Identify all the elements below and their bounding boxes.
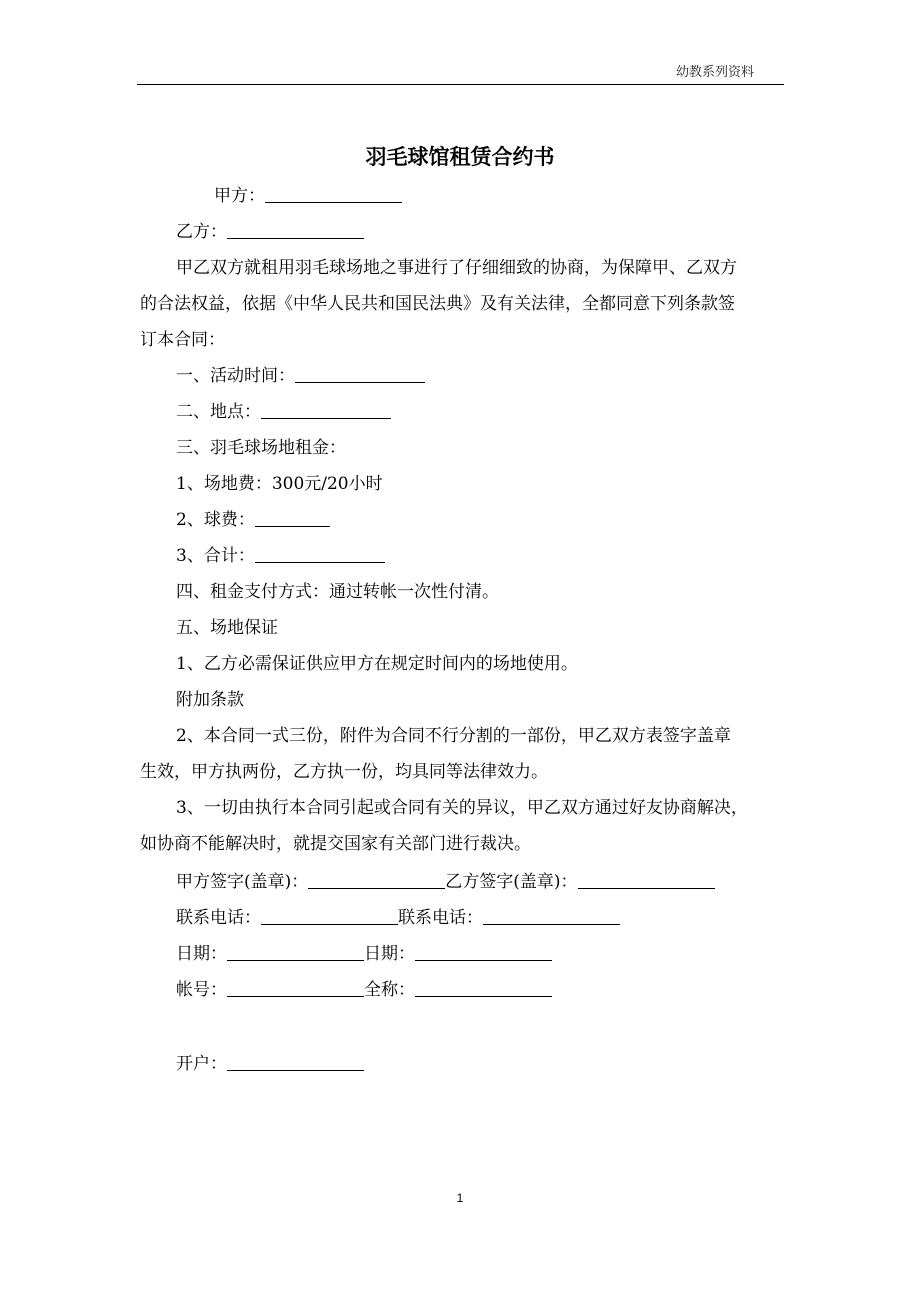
intro-line-2: 的合法权益，依据《中华人民共和国民法典》及有关法律，全都同意下列条款签 bbox=[140, 294, 735, 314]
header-series-label: 幼教系列资料 bbox=[675, 65, 754, 80]
bank-label: 开户： bbox=[176, 1054, 227, 1074]
clause-1-line bbox=[176, 364, 425, 388]
party-b-blank bbox=[227, 222, 364, 239]
date-a-label: 日期： bbox=[176, 944, 227, 964]
phone-b-blank bbox=[483, 908, 620, 925]
party-b-sign-blank bbox=[578, 872, 715, 889]
clause-2-line bbox=[176, 400, 391, 424]
header-divider bbox=[137, 84, 784, 85]
party-a-blank bbox=[265, 186, 402, 203]
account-label: 帐号： bbox=[176, 980, 227, 1000]
appendix-3-line-1: 3、一切由执行本合同引起或合同有关的异议，甲乙双方通过好友协商解决， bbox=[176, 798, 748, 818]
phone-a-blank bbox=[261, 908, 398, 925]
page-number: 1 bbox=[456, 1191, 464, 1205]
account-blank bbox=[227, 980, 364, 997]
fee-3-blank bbox=[255, 546, 385, 563]
phone-b-label: 联系电话： bbox=[398, 908, 483, 928]
clause-1-blank bbox=[295, 366, 425, 383]
fee-3-label: 3、合计： bbox=[176, 546, 255, 566]
date-b-blank bbox=[415, 944, 552, 961]
bank-line bbox=[176, 1052, 364, 1076]
fee-2-line bbox=[176, 508, 330, 532]
guarantee-1-line: 1、乙方必需保证供应甲方在规定时间内的场地使用。 bbox=[176, 654, 578, 674]
full-name-label: 全称： bbox=[364, 980, 415, 1000]
party-a-label: 甲方： bbox=[214, 186, 265, 206]
date-line bbox=[176, 942, 552, 966]
party-a-sign-blank bbox=[308, 872, 445, 889]
date-b-label: 日期： bbox=[364, 944, 415, 964]
intro-line-3: 订本合同： bbox=[140, 330, 225, 350]
clause-2-label: 二、地点： bbox=[176, 402, 261, 422]
account-line bbox=[176, 978, 552, 1002]
phone-a-label: 联系电话： bbox=[176, 908, 261, 928]
clause-5-heading: 五、场地保证 bbox=[176, 618, 278, 638]
full-name-blank bbox=[415, 980, 552, 997]
party-b-sign-label: 乙方签字(盖章)： bbox=[445, 872, 578, 892]
appendix-heading: 附加条款 bbox=[176, 690, 244, 710]
fee-1-line: 1、场地费：300元/20小时 bbox=[176, 474, 383, 494]
fee-3-line bbox=[176, 544, 385, 568]
clause-1-label: 一、活动时间： bbox=[176, 366, 295, 386]
signature-line bbox=[176, 870, 715, 894]
clause-4-line: 四、租金支付方式：通过转帐一次性付清。 bbox=[176, 582, 499, 602]
party-a-sign-label: 甲方签字(盖章)： bbox=[176, 872, 309, 892]
fee-2-label: 2、球费： bbox=[176, 510, 255, 530]
clause-2-blank bbox=[261, 402, 391, 419]
appendix-2-line-2: 生效，甲方执两份，乙方执一份，均具同等法律效力。 bbox=[140, 762, 548, 782]
fee-2-blank bbox=[255, 510, 330, 527]
document-title: 羽毛球馆租赁合约书 bbox=[365, 145, 555, 169]
party-b-label: 乙方： bbox=[176, 222, 227, 242]
bank-blank bbox=[227, 1054, 364, 1071]
phone-line bbox=[176, 906, 620, 930]
clause-3-heading: 三、羽毛球场地租金： bbox=[176, 438, 346, 458]
party-a-line bbox=[214, 184, 402, 208]
appendix-3-line-2: 如协商不能解决时，就提交国家有关部门进行裁决。 bbox=[140, 834, 531, 854]
party-b-line bbox=[176, 220, 364, 244]
date-a-blank bbox=[227, 944, 364, 961]
intro-line-1: 甲乙双方就租用羽毛球场地之事进行了仔细细致的协商，为保障甲、乙双方 bbox=[176, 258, 737, 278]
appendix-2-line-1: 2、本合同一式三份，附件为合同不行分割的一部份，甲乙双方表签字盖章 bbox=[176, 726, 731, 746]
